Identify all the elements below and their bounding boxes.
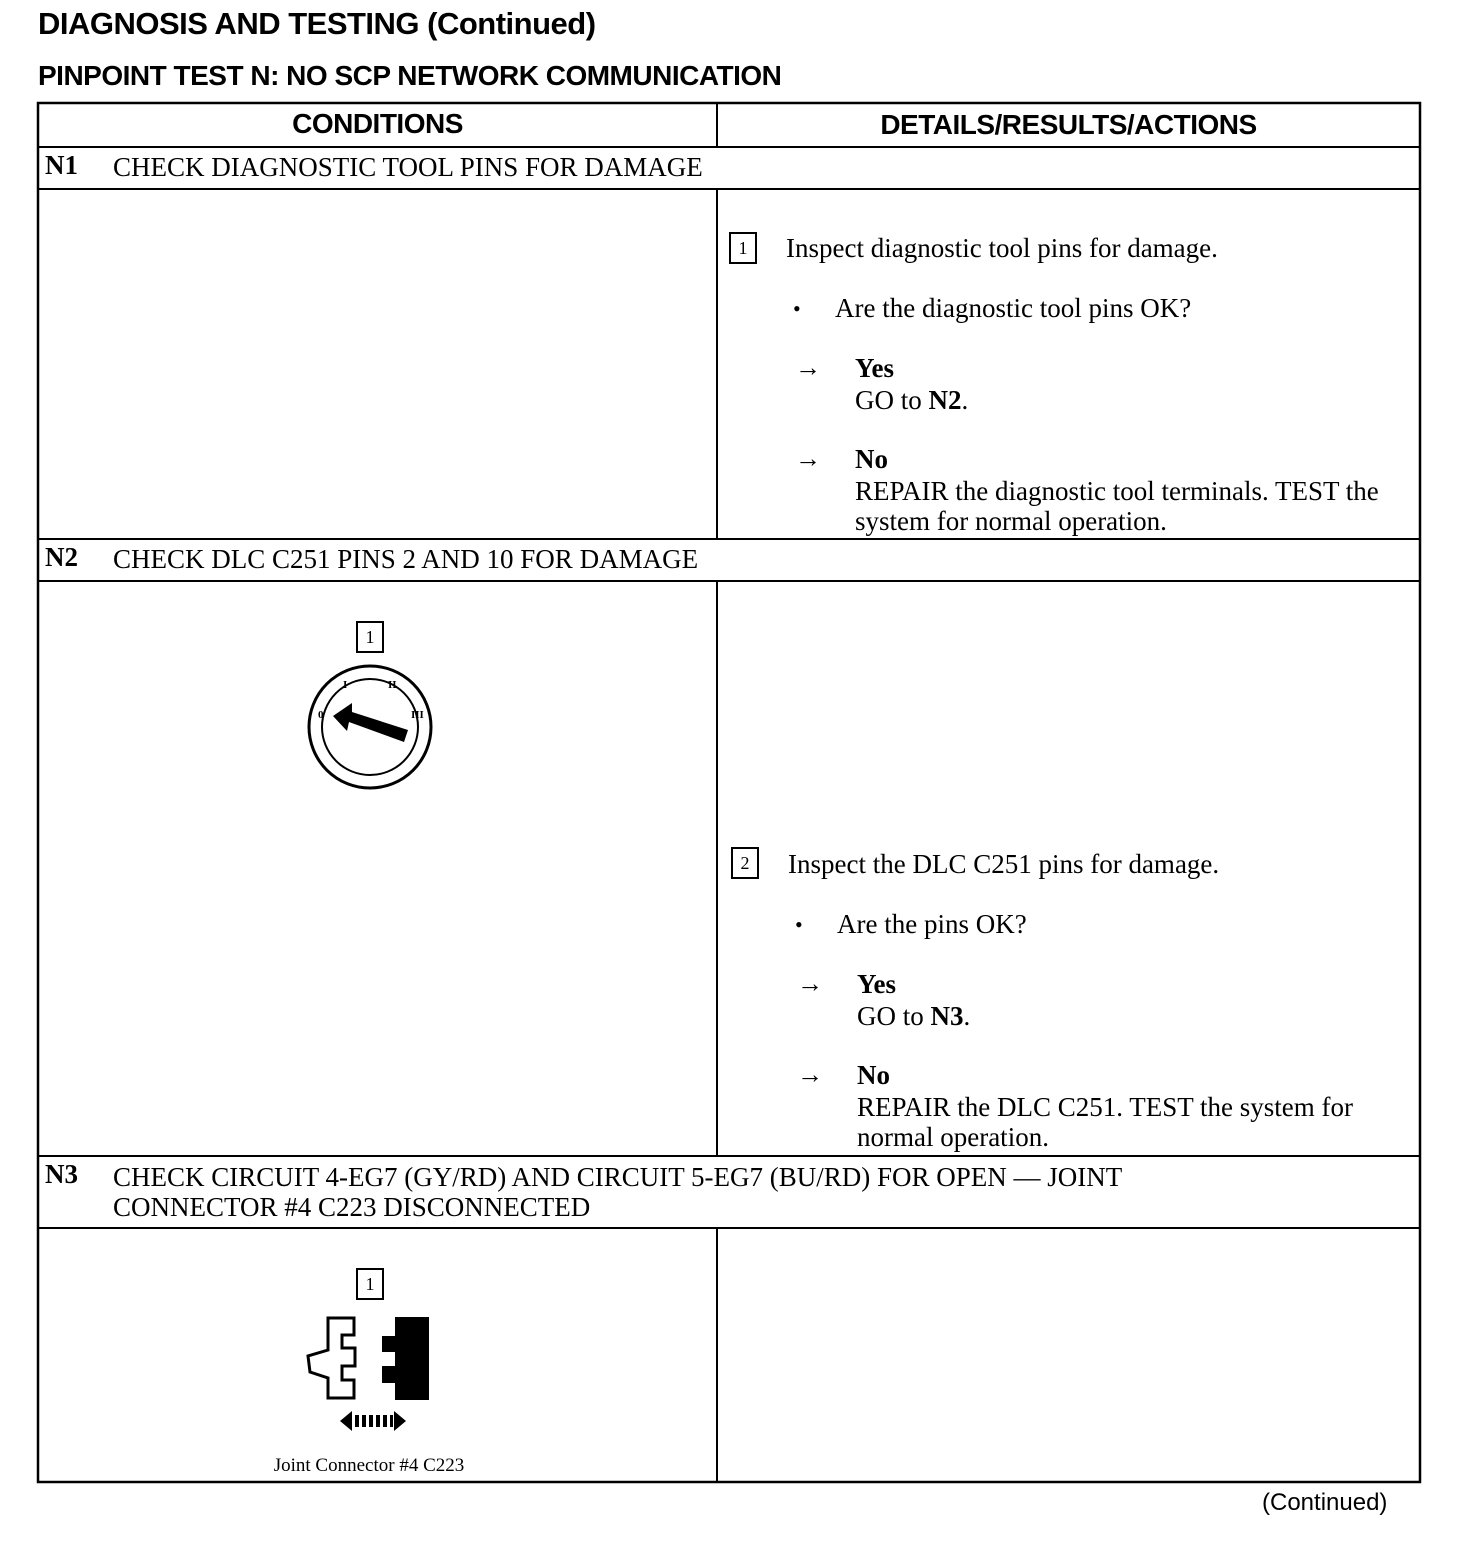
arrow-right-icon: → (797, 969, 823, 998)
ignition-switch-icon (309, 666, 431, 788)
yes-label: Yes (855, 353, 894, 383)
yes-label: Yes (857, 969, 896, 999)
step-id: N2 (45, 542, 78, 572)
ignition-position-3: III (411, 709, 424, 721)
pinpoint-test-title: PINPOINT TEST N: NO SCP NETWORK COMMUNICATION (38, 60, 782, 91)
step-question: Are the diagnostic tool pins OK? (835, 293, 1192, 323)
yes-action: GO to N2. (855, 385, 969, 415)
joint-connector-icon (308, 1317, 429, 1431)
ignition-position-1: I (343, 679, 348, 691)
page-title: DIAGNOSIS AND TESTING (Continued) (38, 6, 596, 41)
step-title: CHECK DLC C251 PINS 2 AND 10 FOR DAMAGE (113, 544, 699, 574)
no-action: REPAIR the diagnostic tool terminals. TEST the system for normal operation. (855, 476, 1379, 536)
step-instruction: Inspect diagnostic tool pins for damage. (786, 233, 1218, 263)
step-id: N3 (45, 1159, 78, 1189)
conditions-column-header: CONDITIONS (292, 108, 463, 139)
no-label: No (855, 444, 888, 474)
arrow-right-icon: → (795, 444, 821, 473)
step-instruction: Inspect the DLC C251 pins for damage. (788, 849, 1220, 879)
arrow-right-icon: → (797, 1060, 823, 1089)
no-label: No (857, 1060, 890, 1090)
continued-footer: (Continued) (1262, 1489, 1388, 1516)
figure-number-box: 1 (356, 1268, 384, 1300)
no-action: REPAIR the DLC C251. TEST the system for normal operation. (857, 1092, 1354, 1152)
ignition-position-2: II (388, 679, 397, 691)
figure-number-box: 1 (356, 621, 384, 653)
details-column-header: DETAILS/RESULTS/ACTIONS (880, 109, 1257, 140)
bullet-icon: • (793, 296, 801, 321)
ignition-position-0: 0 (318, 709, 324, 721)
step-id: N1 (45, 150, 78, 180)
step-number-box: 1 (729, 232, 757, 264)
step-title: CHECK CIRCUIT 4-EG7 (GY/RD) AND CIRCUIT 5-EG7 (BU/RD) FOR OPEN — JOINT CONNECTOR #4 C223 DISCONNECTED (113, 1162, 1122, 1222)
step-title: CHECK DIAGNOSTIC TOOL PINS FOR DAMAGE (113, 152, 703, 182)
yes-action: GO to N3. (857, 1001, 971, 1031)
step-number-box: 2 (731, 847, 759, 879)
figure-caption: Joint Connector #4 C223 (273, 1455, 465, 1476)
arrow-right-icon: → (795, 353, 821, 382)
bullet-icon: • (795, 912, 803, 937)
step-question: Are the pins OK? (837, 909, 1027, 939)
